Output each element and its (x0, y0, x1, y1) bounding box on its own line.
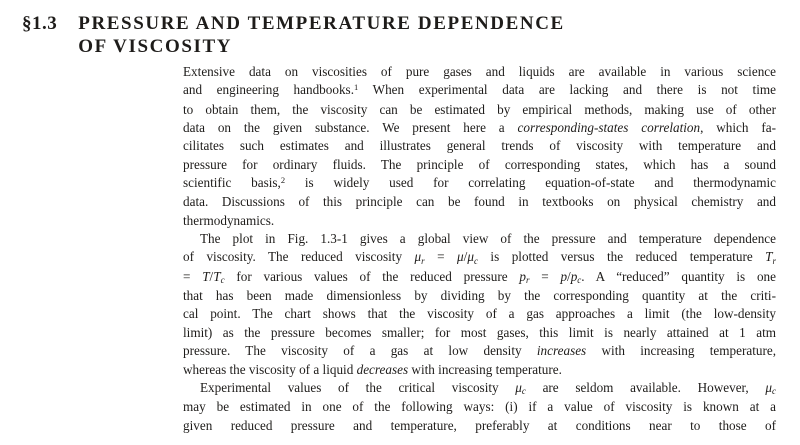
text-segment: cilitates such estimates and illustrates general trends of viscosity with temperature and (183, 138, 776, 154)
text-segment: T (213, 268, 221, 284)
text-segment: μ (457, 249, 464, 265)
text-line (183, 119, 776, 137)
text-segment: . A “reduced” quantity is one (581, 268, 776, 284)
text-segment: that has been made dimensionless by dividing by the corresponding quantity at the criti- (183, 288, 776, 304)
text-line (183, 156, 776, 174)
text-line (183, 174, 776, 193)
text-line (183, 81, 776, 100)
text-segment: c (220, 275, 225, 286)
text-segment: pressure for ordinary fluids. The principle of corresponding states, which has a sound (183, 156, 776, 172)
section-title-line1: PRESSURE AND TEMPERATURE DEPENDENCE (78, 13, 565, 34)
text-segment: The plot in Fig. 1.3-1 gives a global view of the pressure and temperature dependence (200, 231, 776, 247)
text-segment: is plotted versus the reduced temperature (477, 249, 766, 265)
text-segment: to obtain them, the viscosity can be estimated by empirical methods, making use of other (183, 101, 776, 117)
section-title (78, 12, 565, 58)
text-line (183, 398, 776, 416)
text-line (183, 137, 776, 155)
text-segment: c (521, 386, 526, 397)
text-segment: r (525, 275, 530, 286)
text-line (183, 101, 776, 119)
text-segment: p (560, 268, 568, 284)
text-segment: r (421, 255, 425, 266)
text-segment: μ (414, 249, 422, 265)
text-line (183, 287, 776, 305)
text-segment: T (765, 249, 773, 265)
text-segment: and engineering handbooks. (183, 82, 354, 98)
text-line (183, 305, 776, 323)
section-heading (22, 12, 565, 58)
text-segment: for various values of the reduced pressure (224, 268, 520, 284)
text-segment: c (473, 255, 478, 266)
section-title-line2: OF VISCOSITY (78, 36, 233, 57)
text-segment: = (183, 268, 203, 284)
text-segment: / (463, 249, 468, 265)
text-segment: , which fa- (700, 120, 776, 136)
text-segment: cal point. The chart shows that the viscosity of a gas approaches a limit (the low-density (183, 306, 776, 322)
text-line (183, 324, 776, 342)
text-segment: r (772, 255, 777, 266)
text-segment: μ (515, 379, 522, 395)
text-segment: data on the given substance. We present here a (183, 120, 518, 136)
text-segment: c (577, 275, 582, 286)
text-line (183, 248, 776, 267)
text-line (183, 63, 776, 81)
text-segment: are seldom available. However, (525, 379, 766, 395)
text-line (183, 212, 776, 230)
text-line (183, 268, 776, 287)
text-segment: T (202, 268, 210, 284)
text-line (183, 361, 776, 379)
text-segment: with increasing temperature. (408, 361, 562, 377)
footnote-marker: 2 (280, 174, 286, 185)
text-segment: μ (765, 379, 773, 395)
text-segment: μ (467, 249, 474, 265)
text-line (183, 193, 776, 211)
text-segment: scientific basis, (183, 175, 281, 191)
text-segment: = (424, 249, 458, 265)
text-line (183, 342, 776, 360)
text-segment: p (570, 268, 578, 284)
text-segment: decreases (356, 361, 409, 377)
text-segment: with increasing temperature, (586, 343, 776, 359)
text-segment: / (209, 268, 214, 284)
text-line (183, 417, 776, 435)
paragraphs (183, 63, 776, 435)
text-segment: Extensive data on viscosities of pure gases and liquids are available in various science (183, 64, 776, 79)
text-line (183, 230, 776, 248)
text-segment: / (567, 268, 571, 284)
text-segment: = (529, 268, 561, 284)
paragraph (183, 63, 776, 230)
text-segment: corresponding-states correlation (517, 120, 701, 136)
text-segment: whereas the viscosity of a liquid (183, 361, 357, 377)
text-segment: c (772, 386, 777, 397)
text-segment: is widely used for correlating equation-of-state and thermodynamic (285, 175, 776, 191)
text-segment: increases (536, 343, 587, 359)
text-segment: p (519, 268, 526, 284)
text-segment: pressure. The viscosity of a gas at low density (183, 343, 537, 359)
text-segment: When experimental data are lacking and there is not time (358, 82, 776, 98)
text-segment: limit) as the pressure becomes smaller; for most gases, this limit is nearly attained at 1 atm (183, 324, 776, 340)
text-segment: may be estimated in one of the following ways: (i) if a value of viscosity is known at a (183, 399, 776, 415)
text-segment: given reduced pressure and temperature, preferably at conditions near to those of (183, 417, 776, 433)
text-line (183, 379, 776, 398)
text-segment: data. Discussions of this principle can be found in textbooks on physical chemistry and (183, 194, 776, 210)
section-number: §1.3 (22, 13, 58, 34)
text-segment: thermodynamics. (183, 212, 275, 228)
paragraph (183, 230, 776, 379)
text-segment: of viscosity. The reduced viscosity (183, 249, 415, 265)
text-segment: Experimental values of the critical viscosity (200, 379, 516, 395)
paragraph (183, 379, 776, 435)
footnote-marker: 1 (354, 81, 359, 92)
